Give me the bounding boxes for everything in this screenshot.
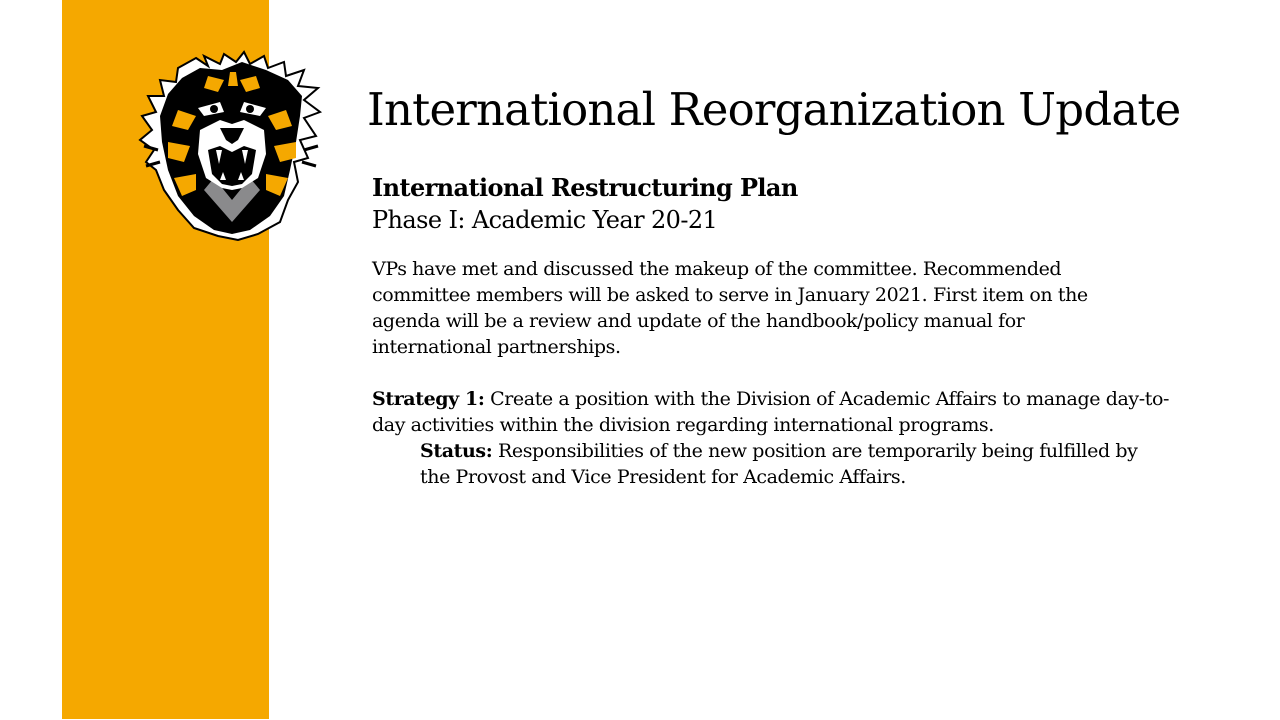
status-label: Status: [420, 440, 493, 462]
status-item [420, 438, 1172, 490]
plan-phase: Phase I: Academic Year 20-21 [372, 206, 718, 234]
slide-body [372, 172, 1172, 490]
strategy-text: Create a position with the Division of Academic Affairs to manage day-to-day activities within the division regarding international programs. [372, 388, 1170, 436]
strategy-label: Strategy 1: [372, 388, 485, 410]
intro-paragraph: VPs have met and discussed the makeup of the committee. Recommended committee members will be asked to serve in January 2021. First item on the agenda will be a review and update of the handbook/policy manual for international partnerships. [372, 258, 1088, 358]
plan-heading: International Restructuring Plan [372, 173, 798, 202]
slide-title: International Reorganization Update [367, 83, 1181, 136]
strategy-item [372, 386, 1172, 438]
tiger-mascot-icon [138, 50, 324, 242]
status-text: Responsibilities of the new position are temporarily being fulfilled by the Provost and Vice President for Academic Affairs. [420, 440, 1138, 488]
